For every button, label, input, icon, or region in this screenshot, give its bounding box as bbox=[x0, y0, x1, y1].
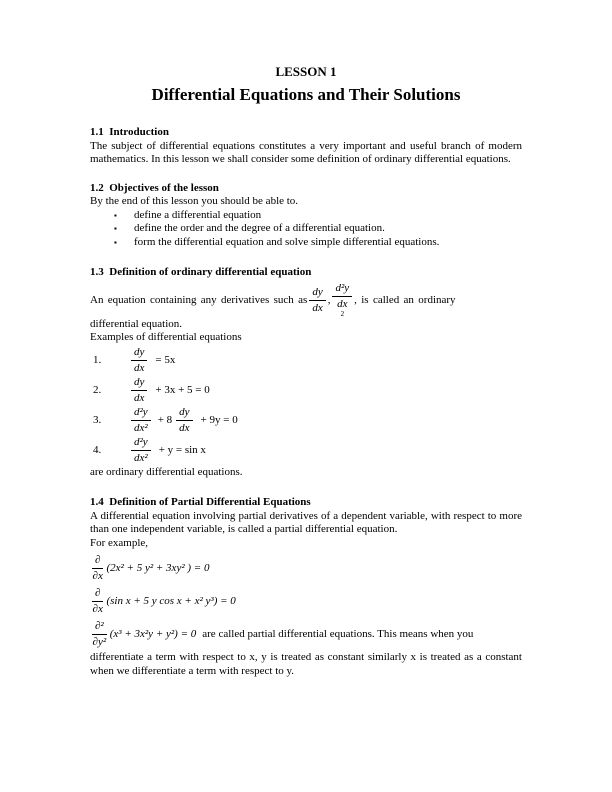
fraction-numerator: dy bbox=[176, 406, 192, 421]
equation-rest: = 5x bbox=[155, 354, 176, 366]
equation-expression: (x³ + 3x²y + y²) = 0 bbox=[109, 627, 197, 640]
introduction-paragraph: The subject of differential equations constitutes a very important and useful branch of modern mathematics. In this lesson we shall consider some definition of ordinary differential equations. bbox=[90, 139, 522, 165]
fraction-dy-dx bbox=[131, 376, 147, 404]
fraction-numerator: ∂ bbox=[92, 587, 103, 602]
fraction-dy-dx bbox=[309, 286, 325, 314]
fraction-dy-dx bbox=[131, 346, 147, 374]
equation-middle-term: + 8 bbox=[157, 414, 173, 426]
example-equation-1 bbox=[90, 346, 522, 375]
equation-rest: + 3x + 5 = 0 bbox=[155, 384, 210, 396]
fraction-denominator: dx² bbox=[134, 452, 148, 464]
example-equation-2 bbox=[90, 376, 522, 405]
heading-pde-definition: 1.4 Definition of Partial Differential Equations bbox=[90, 496, 311, 508]
example-number: 2. bbox=[93, 384, 102, 396]
for-example-label: For example, bbox=[90, 536, 149, 549]
fraction-numerator: dy bbox=[131, 376, 147, 391]
bullet-square-icon: ▪ bbox=[114, 224, 117, 233]
example-number: 3. bbox=[93, 414, 102, 426]
fraction-denominator: dx bbox=[134, 362, 145, 374]
fraction-denominator-sub: 2 bbox=[340, 309, 345, 318]
fraction-partial2-dy2 bbox=[92, 620, 107, 648]
fraction-denominator: ∂y² bbox=[92, 635, 107, 648]
fraction-numerator: ∂² bbox=[92, 620, 107, 635]
heading-ode-definition: 1.3 Definition of ordinary differential equation bbox=[90, 266, 312, 278]
example-number: 4. bbox=[93, 444, 102, 456]
heading-introduction: 1.1 Introduction bbox=[90, 126, 169, 138]
fraction-numerator: ∂ bbox=[92, 554, 103, 569]
equation-rest: + 9y = 0 bbox=[200, 414, 238, 426]
fraction-denominator: dx bbox=[312, 301, 323, 314]
fraction-numerator: d²y bbox=[131, 436, 151, 451]
objective-text: form the differential equation and solve simple differential equations. bbox=[134, 235, 440, 248]
pde-closing-paragraph: differentiate a term with respect to x, y is treated as constant similarly x is treated as a constant when we differentiate a term with respect to y. bbox=[90, 651, 522, 677]
pde-equation-1 bbox=[90, 552, 522, 583]
fraction-d2y-dx2 bbox=[131, 406, 151, 434]
bullet-square-icon: ▪ bbox=[114, 210, 117, 220]
fraction-denominator: dx bbox=[134, 392, 145, 404]
examples-label: Examples of differential equations bbox=[90, 331, 242, 343]
ode-definition-sentence bbox=[90, 282, 522, 318]
objective-item bbox=[90, 222, 522, 236]
ode-sentence-suffix: , is called an ordinary bbox=[354, 293, 456, 306]
objectives-lead: By the end of this lesson you should be able to. bbox=[90, 195, 299, 207]
fraction-numerator: dy bbox=[309, 286, 325, 301]
bullet-square-icon: ▪ bbox=[114, 237, 117, 247]
objective-text: define a differential equation bbox=[134, 208, 262, 221]
objective-text: define the order and the degree of a differential equation. bbox=[134, 222, 385, 234]
example-equation-3 bbox=[90, 406, 522, 435]
fraction-denominator: dx² bbox=[134, 422, 148, 434]
fraction-denominator: dx bbox=[179, 422, 190, 434]
fraction-numerator: dy bbox=[131, 346, 147, 361]
fraction-denominator: ∂x bbox=[92, 569, 103, 582]
fraction-partial-dx bbox=[92, 587, 103, 615]
equation-expression: (2x² + 5 y² + 3xy² ) = 0 bbox=[106, 561, 210, 574]
equation-rest: + y = sin x bbox=[158, 444, 206, 456]
page-title: Differential Equations and Their Solutions bbox=[151, 85, 461, 104]
example-number: 1. bbox=[93, 354, 102, 366]
ode-sentence-continuation: differential equation. bbox=[90, 317, 183, 330]
heading-objectives: 1.2 Objectives of the lesson bbox=[90, 181, 219, 194]
pde-equation-3 bbox=[90, 618, 522, 649]
fraction-numerator: d²y bbox=[332, 282, 352, 297]
fraction-d2y-dx2 bbox=[332, 282, 352, 318]
lesson-label: LESSON 1 bbox=[275, 64, 337, 79]
pde-equation-2 bbox=[90, 585, 522, 616]
example-equation-4 bbox=[90, 436, 522, 465]
objective-item bbox=[90, 236, 522, 250]
equation-trailing-text: are called partial differential equations. This means when you bbox=[202, 627, 474, 640]
fraction-denominator: ∂x bbox=[92, 602, 103, 615]
fraction-dy-dx bbox=[176, 406, 192, 434]
ode-sentence-prefix: An equation containing any derivatives such as bbox=[90, 293, 308, 306]
fraction-denominator: dx bbox=[337, 297, 348, 310]
objective-item bbox=[90, 209, 522, 223]
comma-separator: , bbox=[327, 293, 331, 306]
fraction-partial-dx bbox=[92, 554, 103, 582]
fraction-numerator: d²y bbox=[131, 406, 151, 421]
pde-definition-paragraph: A differential equation involving partial derivatives of a dependent variable, with respect to more than one independent variable, is called a partial differential equation. bbox=[90, 509, 522, 535]
fraction-d2y-dx2 bbox=[131, 436, 151, 464]
ode-closing-line: are ordinary differential equations. bbox=[90, 465, 243, 478]
equation-expression: (sin x + 5 y cos x + x² y³) = 0 bbox=[106, 594, 236, 607]
